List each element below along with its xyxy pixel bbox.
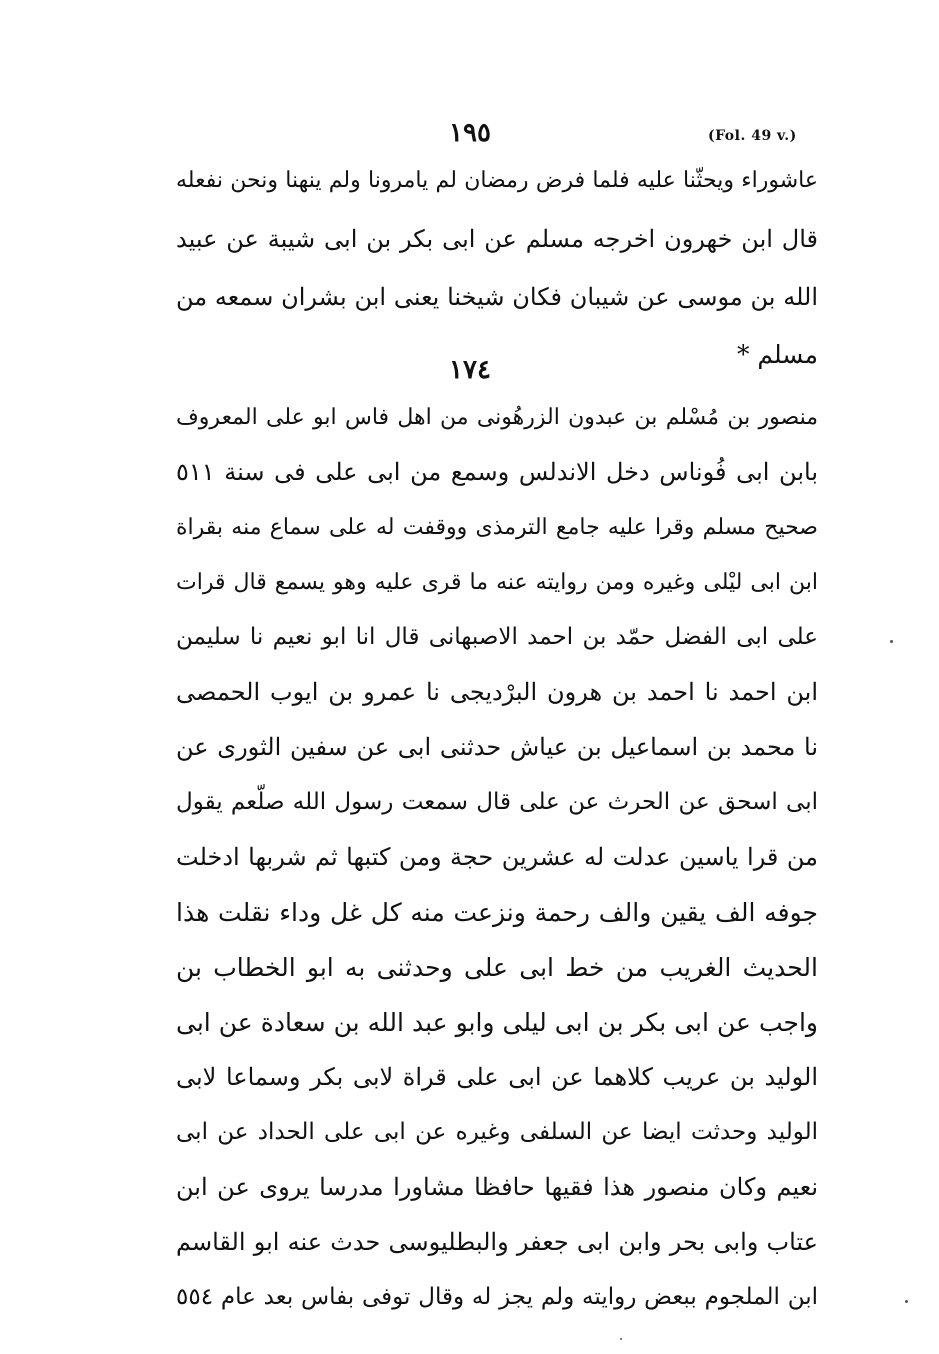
text-line: الحديث الغريب من خط ابى على وحدثنى به ابو الخطاب بن — [176, 953, 818, 982]
scan-speck — [905, 1300, 908, 1303]
text-line: بابن ابى فُوناس دخل الاندلس وسمع من ابى على فى سنة ٥١١ — [176, 458, 818, 486]
text-line: من قرا ياسين عدلت له عشرين حجة ومن كتبها ثم شربها ادخلت — [176, 843, 818, 871]
page-number: ١٩٥ — [449, 118, 491, 148]
text-line: جوفه الف يقين والف رحمة ونزعت منه كل غل وداء نقلت هذا — [176, 898, 818, 927]
text-line: ابن ابى ليْلى وغيره ومن روايته عنه ما قرى عليه وهو يسمع قال قرات — [176, 570, 818, 595]
text-line: الوليد بن عريب كلاهما عن ابى على قراة لابى بكر وسماعا لابى — [176, 1063, 818, 1091]
text-line: نعيم وكان منصور هذا فقيها حافظا مشاورا مدرسا يروى عن ابن — [176, 1173, 818, 1201]
text-line: ابن الملجوم ببعض روايته ولم يجز له وقال توفى بفاس بعد عام ٥٥٤ — [176, 1284, 818, 1310]
text-line: صحيح مسلم وقرا عليه جامع الترمذى ووقفت له على سماع منه بقراة — [176, 515, 818, 540]
text-line: منصور بن مُسْلم بن عبدون الزرهُونى من اهل فاس ابو على المعروف — [176, 405, 818, 430]
scan-speck — [890, 640, 893, 643]
entry-number: ١٧٤ — [449, 355, 491, 385]
folio-reference: (Fol. 49 v.) — [708, 128, 797, 144]
scan-speck — [620, 1338, 622, 1340]
text-line: عاشوراء ويحثّنا عليه فلما فرض رمضان لم يامرونا ولم ينهنا ونحن نفعله — [176, 168, 818, 193]
entry-text-block — [176, 390, 818, 1325]
text-line: عتاب وابى بحر وابن ابى جعفر والبطليوسى حدث عنه ابو القاسم — [176, 1228, 818, 1256]
text-line: الله بن موسى عن شيبان فكان شيخنا يعنى ابن بشران سمعه من — [176, 283, 818, 311]
text-line: مسلم * — [736, 340, 818, 369]
text-line: واجب عن ابى بكر بن ابى ليلى وابو عبد الله بن سعادة عن ابى — [176, 1008, 818, 1037]
text-line: ابى اسحق عن الحرث عن على قال سمعت رسول الله صلّعم يقول — [176, 789, 818, 815]
text-line: قال ابن خهرون اخرجه مسلم عن ابى بكر بن ابى شيبة عن عبيد — [176, 225, 818, 253]
text-line: على ابى الفضل حمّد بن احمد الاصبهانى قال انا ابو نعيم نا سليمن — [176, 624, 818, 650]
text-line: نا محمد بن اسماعيل بن عياش حدثنى ابى عن سفين الثورى عن — [176, 733, 818, 761]
text-line: الوليد وحدثت ايضا عن السلفى وغيره عن ابى على الحداد عن ابى — [176, 1119, 818, 1145]
continued-text-block — [176, 152, 818, 384]
text-line: ابن احمد نا احمد بن هرون البرْديجى نا عمرو بن ايوب الحمصى — [176, 678, 818, 706]
